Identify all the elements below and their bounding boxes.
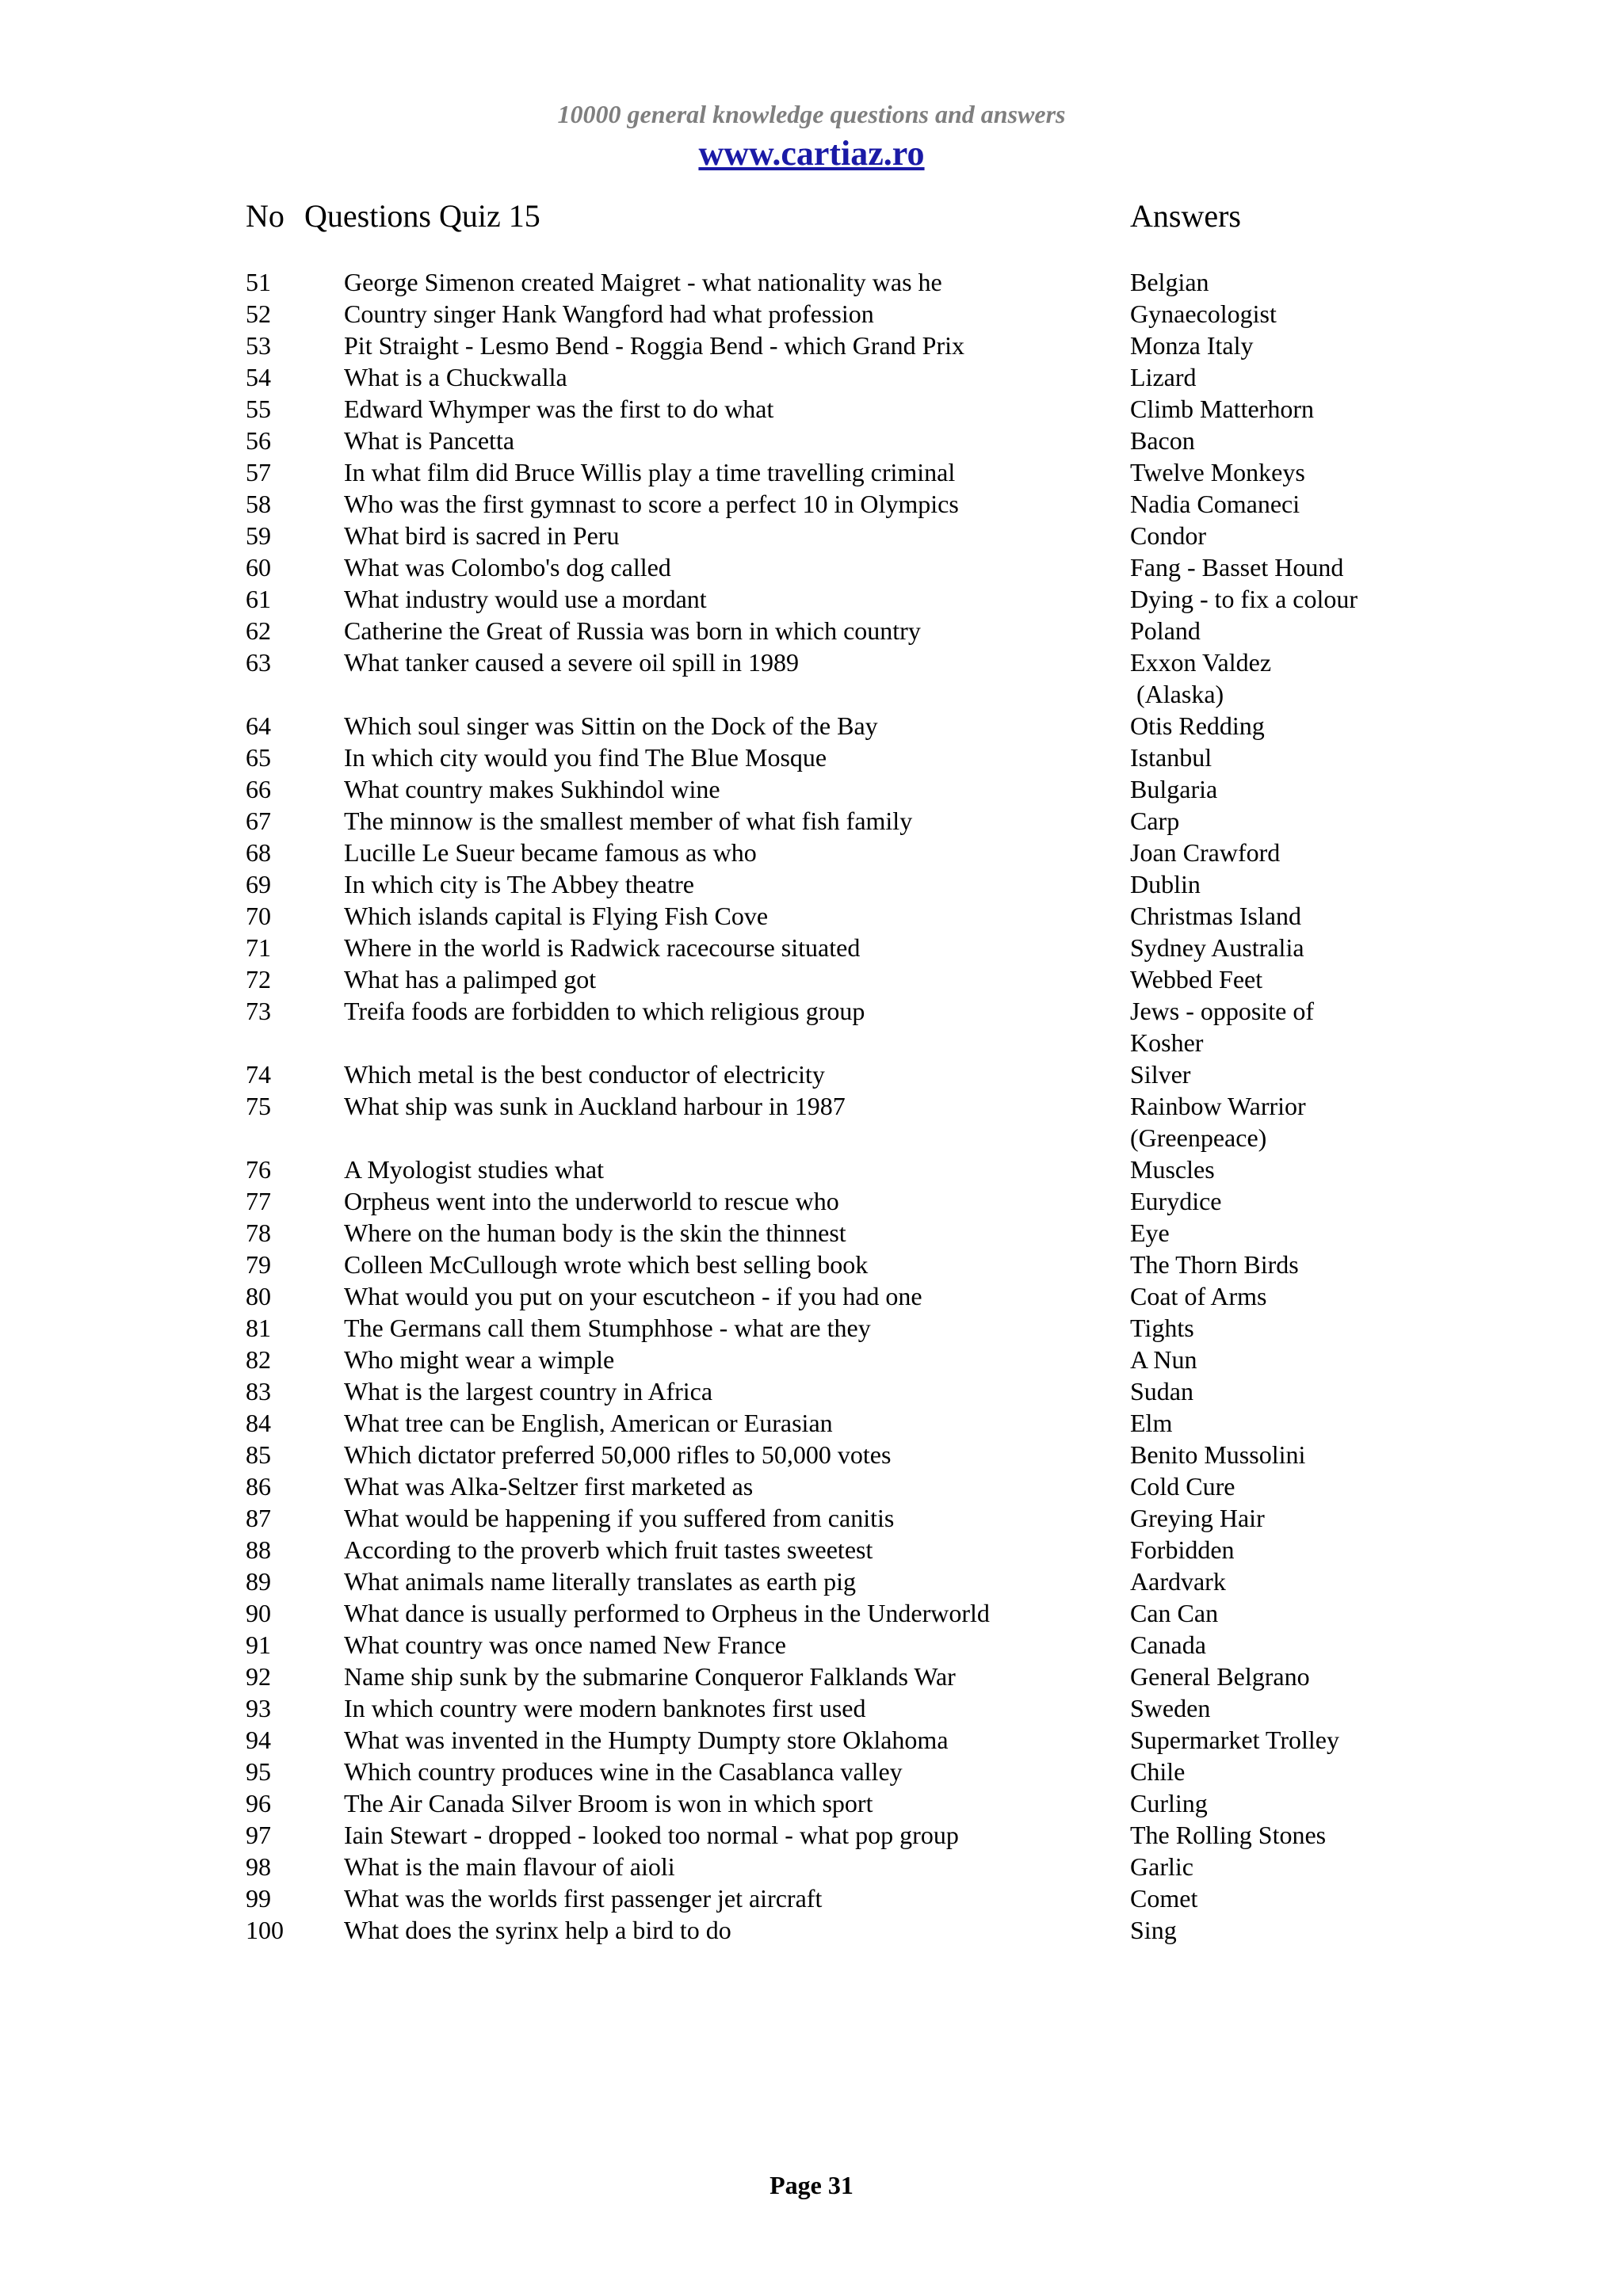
answer-text	[1130, 995, 1400, 1058]
question-text: Which dictator preferred 50,000 rifles to 50,000 votes	[344, 1440, 892, 1469]
answer-line: Tights	[1130, 1314, 1194, 1342]
question-number: 64	[246, 711, 271, 740]
answer-line: Coat of Arms	[1130, 1282, 1267, 1310]
answer-text	[1130, 1882, 1400, 1914]
question-text: A Myologist studies what	[344, 1155, 605, 1184]
question-number: 62	[246, 616, 271, 645]
question-text: Iain Stewart - dropped - looked too normal - what pop group	[344, 1821, 959, 1849]
question-text: What tree can be English, American or Eurasian	[344, 1409, 833, 1437]
answer-text	[1130, 1217, 1400, 1249]
question-text: What animals name literally translates as earth pig	[344, 1567, 856, 1596]
table-row	[0, 1439, 1623, 1470]
question-text: What is Pancetta	[344, 426, 515, 455]
answer-line: Chile	[1130, 1757, 1186, 1786]
answer-text	[1130, 837, 1400, 868]
table-row	[0, 298, 1623, 330]
answer-line: Benito Mussolini	[1130, 1440, 1306, 1469]
question-text: What was Alka-Seltzer first marketed as	[344, 1472, 754, 1501]
question-text: What country makes Sukhindol wine	[344, 775, 720, 803]
answer-text	[1130, 1851, 1400, 1882]
answer-line: Greying Hair	[1130, 1504, 1265, 1532]
table-row	[0, 805, 1623, 837]
question-number: 52	[246, 299, 271, 328]
column-header-questions: Questions Quiz 15	[304, 198, 540, 234]
answer-text	[1130, 425, 1400, 456]
question-text: What would you put on your escutcheon - if you had one	[344, 1282, 922, 1310]
question-text: Which country produces wine in the Casablanca valley	[344, 1757, 903, 1786]
answer-line: Sing	[1130, 1916, 1177, 1944]
answer-text	[1130, 1724, 1400, 1756]
answer-line: Sydney Australia	[1130, 933, 1304, 962]
question-number: 76	[246, 1155, 271, 1184]
question-number: 80	[246, 1282, 271, 1310]
table-row	[0, 932, 1623, 963]
question-text: Which soul singer was Sittin on the Dock of the Bay	[344, 711, 878, 740]
question-number: 67	[246, 807, 271, 835]
table-row	[0, 1566, 1623, 1597]
table-row	[0, 868, 1623, 900]
answer-text	[1130, 710, 1400, 742]
answer-text	[1130, 330, 1400, 361]
answer-text	[1130, 1692, 1400, 1724]
table-row	[0, 1375, 1623, 1407]
question-text: What ship was sunk in Auckland harbour in 1987	[344, 1092, 846, 1120]
table-row	[0, 837, 1623, 868]
answer-text	[1130, 266, 1400, 298]
answer-line: Forbidden	[1130, 1535, 1235, 1564]
answer-text	[1130, 1439, 1400, 1470]
answer-text	[1130, 1375, 1400, 1407]
question-number: 75	[246, 1092, 271, 1120]
answer-line: Kosher	[1130, 1028, 1204, 1057]
table-row	[0, 266, 1623, 298]
answer-line: Poland	[1130, 616, 1201, 645]
question-number: 90	[246, 1599, 271, 1627]
answer-text	[1130, 742, 1400, 773]
answer-line: (Alaska)	[1130, 680, 1224, 708]
answer-text	[1130, 1058, 1400, 1090]
answer-text	[1130, 1185, 1400, 1217]
question-number: 92	[246, 1662, 271, 1691]
table-row	[0, 742, 1623, 773]
answer-line: A Nun	[1130, 1345, 1197, 1374]
question-number: 87	[246, 1504, 271, 1532]
answer-text	[1130, 1280, 1400, 1312]
question-number: 77	[246, 1187, 271, 1215]
answer-line: Lizard	[1130, 363, 1197, 391]
table-row	[0, 1217, 1623, 1249]
answer-text	[1130, 1787, 1400, 1819]
question-text: What has a palimped got	[344, 965, 597, 994]
answer-line: Webbed Feet	[1130, 965, 1263, 994]
question-number: 68	[246, 838, 271, 867]
answer-text	[1130, 1502, 1400, 1534]
question-text: Edward Whymper was the first to do what	[344, 395, 774, 423]
answer-text	[1130, 456, 1400, 488]
answer-line: General Belgrano	[1130, 1662, 1310, 1691]
table-row	[0, 1914, 1623, 1946]
question-text: What industry would use a mordant	[344, 585, 707, 613]
answer-text	[1130, 1407, 1400, 1439]
answer-line: Otis Redding	[1130, 711, 1265, 740]
table-row	[0, 1882, 1623, 1914]
table-row	[0, 1597, 1623, 1629]
question-text: In which country were modern banknotes first used	[344, 1694, 866, 1722]
answer-text	[1130, 1629, 1400, 1661]
table-row	[0, 488, 1623, 520]
answer-text	[1130, 1249, 1400, 1280]
table-row	[0, 1629, 1623, 1661]
question-number: 99	[246, 1884, 271, 1913]
question-text: Name ship sunk by the submarine Conqueror Falklands War	[344, 1662, 956, 1691]
document-subtitle: 10000 general knowledge questions and answers	[557, 100, 1066, 128]
question-number: 56	[246, 426, 271, 455]
answer-line: Aardvark	[1130, 1567, 1226, 1596]
answer-text	[1130, 900, 1400, 932]
question-number: 84	[246, 1409, 271, 1437]
question-number: 81	[246, 1314, 271, 1342]
answer-line: Exxon Valdez	[1130, 648, 1272, 677]
question-number: 83	[246, 1377, 271, 1405]
column-header-answers: Answers	[1130, 198, 1241, 234]
answer-text	[1130, 488, 1400, 520]
question-number: 51	[246, 268, 271, 296]
answer-text	[1130, 1566, 1400, 1597]
answer-line: Jews - opposite of	[1130, 997, 1314, 1025]
table-row	[0, 1787, 1623, 1819]
answer-text	[1130, 1914, 1400, 1946]
answer-text	[1130, 1819, 1400, 1851]
answer-line: Monza Italy	[1130, 331, 1254, 360]
question-number: 66	[246, 775, 271, 803]
question-text: Where on the human body is the skin the thinnest	[344, 1219, 846, 1247]
answer-line: Comet	[1130, 1884, 1198, 1913]
table-row	[0, 963, 1623, 995]
table-row	[0, 1502, 1623, 1534]
website-link[interactable]: www.cartiaz.ro	[698, 134, 925, 173]
question-number: 65	[246, 743, 271, 772]
answer-text	[1130, 868, 1400, 900]
table-row	[0, 1470, 1623, 1502]
question-number: 61	[246, 585, 271, 613]
answer-line: Nadia Comaneci	[1130, 490, 1300, 518]
answer-line: Carp	[1130, 807, 1180, 835]
question-number: 58	[246, 490, 271, 518]
question-text: Which metal is the best conductor of electricity	[344, 1060, 825, 1089]
answer-line: Gynaecologist	[1130, 299, 1277, 328]
question-text: Country singer Hank Wangford had what profession	[344, 299, 874, 328]
question-number: 53	[246, 331, 271, 360]
question-number: 88	[246, 1535, 271, 1564]
question-number: 71	[246, 933, 271, 962]
question-text: What is the main flavour of aioli	[344, 1852, 675, 1881]
answer-text	[1130, 1534, 1400, 1566]
question-number: 69	[246, 870, 271, 898]
answer-text	[1130, 646, 1400, 710]
answer-line: (Greenpeace)	[1130, 1123, 1267, 1152]
table-row	[0, 1756, 1623, 1787]
table-row	[0, 995, 1623, 1058]
question-text: The Germans call them Stumphhose - what are they	[344, 1314, 871, 1342]
question-number: 60	[246, 553, 271, 582]
answer-line: The Rolling Stones	[1130, 1821, 1327, 1849]
question-number: 82	[246, 1345, 271, 1374]
question-number: 98	[246, 1852, 271, 1881]
question-number: 73	[246, 997, 271, 1025]
answer-text	[1130, 1756, 1400, 1787]
answer-text	[1130, 520, 1400, 551]
answer-text	[1130, 615, 1400, 646]
table-row	[0, 1819, 1623, 1851]
table-row	[0, 1185, 1623, 1217]
question-number: 97	[246, 1821, 271, 1849]
question-text: What is a Chuckwalla	[344, 363, 567, 391]
question-text: Colleen McCullough wrote which best selling book	[344, 1250, 869, 1279]
answer-line: Condor	[1130, 521, 1206, 550]
question-text: What was invented in the Humpty Dumpty store Oklahoma	[344, 1726, 949, 1754]
answer-text	[1130, 773, 1400, 805]
question-number: 85	[246, 1440, 271, 1469]
table-row	[0, 1851, 1623, 1882]
table-row	[0, 1724, 1623, 1756]
question-text: The Air Canada Silver Broom is won in which sport	[344, 1789, 873, 1817]
table-row	[0, 330, 1623, 361]
table-row	[0, 551, 1623, 583]
question-text: What would be happening if you suffered from canitis	[344, 1504, 895, 1532]
question-text: George Simenon created Maigret - what nationality was he	[344, 268, 942, 296]
question-number: 96	[246, 1789, 271, 1817]
question-text: The minnow is the smallest member of what fish family	[344, 807, 913, 835]
question-number: 86	[246, 1472, 271, 1501]
answer-text	[1130, 805, 1400, 837]
answer-line: Dying - to fix a colour	[1130, 585, 1358, 613]
table-row	[0, 583, 1623, 615]
answer-line: Cold Cure	[1130, 1472, 1235, 1501]
answer-text	[1130, 1661, 1400, 1692]
page-number: Page 31	[769, 2171, 854, 2199]
question-text: Orpheus went into the underworld to rescue who	[344, 1187, 839, 1215]
table-row	[0, 1312, 1623, 1344]
table-row	[0, 1154, 1623, 1185]
table-row	[0, 456, 1623, 488]
question-text: Which islands capital is Flying Fish Cove	[344, 902, 769, 930]
question-number: 54	[246, 363, 271, 391]
question-text: Who might wear a wimple	[344, 1345, 615, 1374]
answer-line: Dublin	[1130, 870, 1201, 898]
table-row	[0, 393, 1623, 425]
quiz-table	[0, 266, 1623, 1946]
table-row	[0, 361, 1623, 393]
question-text: What bird is sacred in Peru	[344, 521, 620, 550]
answer-line: Silver	[1130, 1060, 1191, 1089]
question-number: 95	[246, 1757, 271, 1786]
answer-line: Istanbul	[1130, 743, 1212, 772]
answer-line: Elm	[1130, 1409, 1173, 1437]
question-text: In which city is The Abbey theatre	[344, 870, 694, 898]
table-row	[0, 615, 1623, 646]
answer-line: Christmas Island	[1130, 902, 1301, 930]
question-text: What tanker caused a severe oil spill in 1989	[344, 648, 800, 677]
question-text: What is the largest country in Africa	[344, 1377, 713, 1405]
answer-line: Can Can	[1130, 1599, 1219, 1627]
answer-line: Rainbow Warrior	[1130, 1092, 1306, 1120]
answer-line: Eye	[1130, 1219, 1170, 1247]
question-number: 63	[246, 648, 271, 677]
question-number: 79	[246, 1250, 271, 1279]
table-row	[0, 1344, 1623, 1375]
question-number: 93	[246, 1694, 271, 1722]
question-number: 55	[246, 395, 271, 423]
question-text: Pit Straight - Lesmo Bend - Roggia Bend - which Grand Prix	[344, 331, 965, 360]
question-number: 100	[246, 1916, 284, 1944]
question-text: In which city would you find The Blue Mosque	[344, 743, 827, 772]
answer-text	[1130, 932, 1400, 963]
question-text: What country was once named New France	[344, 1630, 786, 1659]
answer-line: Garlic	[1130, 1852, 1193, 1881]
question-number: 57	[246, 458, 271, 486]
question-number: 78	[246, 1219, 271, 1247]
question-number: 59	[246, 521, 271, 550]
table-row	[0, 520, 1623, 551]
question-text: Treifa foods are forbidden to which religious group	[344, 997, 865, 1025]
question-text: What was Colombo's dog called	[344, 553, 671, 582]
answer-line: Joan Crawford	[1130, 838, 1281, 867]
table-row	[0, 1407, 1623, 1439]
column-header-no: No	[246, 198, 285, 234]
answer-line: Supermarket Trolley	[1130, 1726, 1339, 1754]
question-text: According to the proverb which fruit tastes sweetest	[344, 1535, 873, 1564]
table-row	[0, 710, 1623, 742]
answer-text	[1130, 298, 1400, 330]
question-text: What was the worlds first passenger jet aircraft	[344, 1884, 823, 1913]
question-text: Who was the first gymnast to score a perfect 10 in Olympics	[344, 490, 959, 518]
table-row	[0, 1534, 1623, 1566]
question-text: What dance is usually performed to Orpheus in the Underworld	[344, 1599, 990, 1627]
table-row	[0, 1090, 1623, 1154]
question-text: Where in the world is Radwick racecourse situated	[344, 933, 861, 962]
question-number: 94	[246, 1726, 271, 1754]
table-row	[0, 425, 1623, 456]
answer-line: Bacon	[1130, 426, 1195, 455]
answer-text	[1130, 1312, 1400, 1344]
answer-text	[1130, 1090, 1400, 1154]
table-row	[0, 1661, 1623, 1692]
answer-line: Bulgaria	[1130, 775, 1218, 803]
answer-line: Canada	[1130, 1630, 1206, 1659]
answer-line: Sudan	[1130, 1377, 1193, 1405]
question-number: 89	[246, 1567, 271, 1596]
answer-line: Curling	[1130, 1789, 1208, 1817]
answer-text	[1130, 551, 1400, 583]
table-row	[0, 1058, 1623, 1090]
answer-line: Sweden	[1130, 1694, 1211, 1722]
question-number: 74	[246, 1060, 271, 1089]
table-row	[0, 900, 1623, 932]
question-text: Catherine the Great of Russia was born in which country	[344, 616, 921, 645]
answer-line: Muscles	[1130, 1155, 1215, 1184]
answer-line: Climb Matterhorn	[1130, 395, 1314, 423]
table-row	[0, 773, 1623, 805]
answer-text	[1130, 1597, 1400, 1629]
page-header	[0, 98, 1623, 174]
answer-line: Twelve Monkeys	[1130, 458, 1305, 486]
answer-text	[1130, 1470, 1400, 1502]
answer-text	[1130, 1154, 1400, 1185]
answer-line: Fang - Basset Hound	[1130, 553, 1344, 582]
answer-text	[1130, 361, 1400, 393]
table-row	[0, 1249, 1623, 1280]
question-text: What does the syrinx help a bird to do	[344, 1916, 731, 1944]
answer-text	[1130, 583, 1400, 615]
table-row	[0, 1692, 1623, 1724]
question-text: In what film did Bruce Willis play a time travelling criminal	[344, 458, 956, 486]
answer-line: Eurydice	[1130, 1187, 1222, 1215]
question-number: 72	[246, 965, 271, 994]
answer-line: Belgian	[1130, 268, 1209, 296]
answer-line: The Thorn Birds	[1130, 1250, 1299, 1279]
answer-text	[1130, 393, 1400, 425]
table-row	[0, 646, 1623, 710]
answer-text	[1130, 963, 1400, 995]
question-number: 91	[246, 1630, 271, 1659]
question-text: Lucille Le Sueur became famous as who	[344, 838, 757, 867]
question-number: 70	[246, 902, 271, 930]
table-row	[0, 1280, 1623, 1312]
answer-text	[1130, 1344, 1400, 1375]
